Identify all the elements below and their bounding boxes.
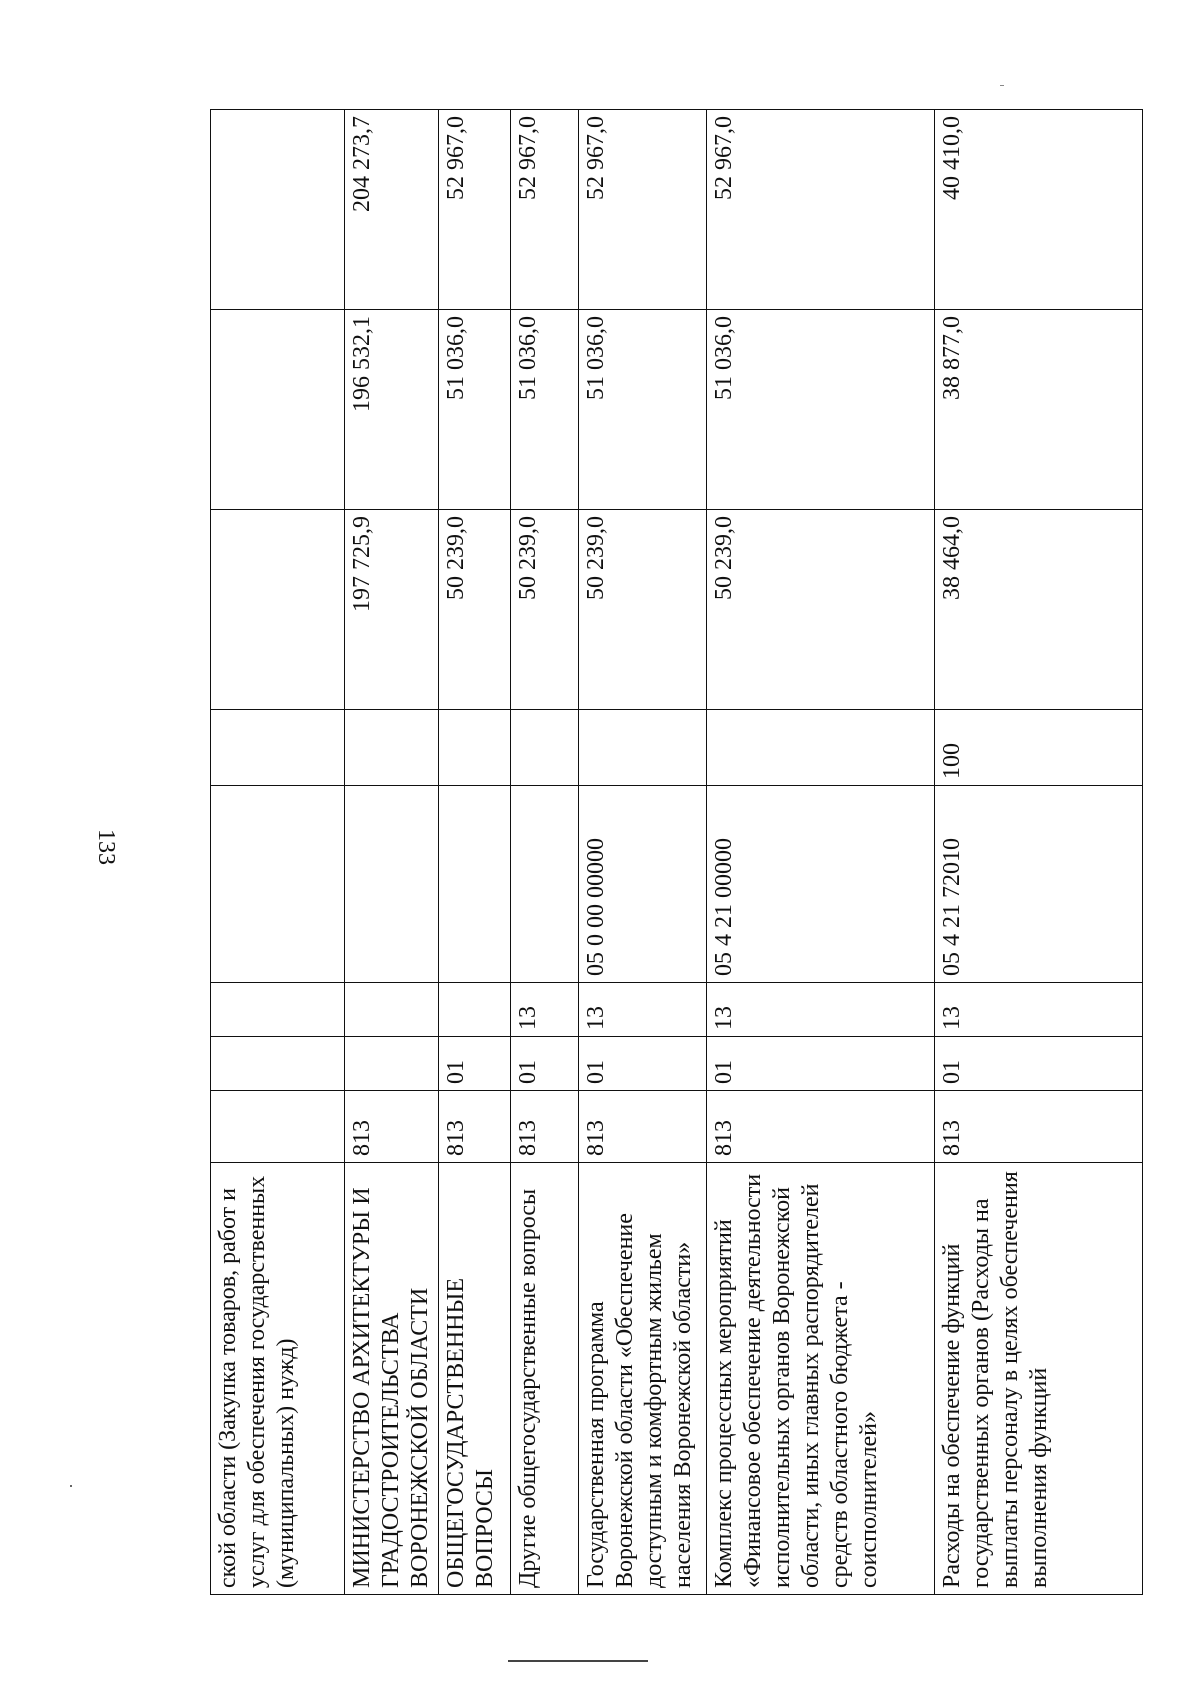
row-amount-y3: [211, 110, 345, 310]
row-rz: 01: [439, 1037, 511, 1091]
row-name: ОБЩЕГОСУДАРСТВЕННЫЕ ВОПРОСЫ: [439, 1163, 511, 1595]
table-row: [345, 110, 439, 1595]
row-amount-y3: 52 967,0: [439, 110, 511, 310]
row-amount-y2: 196 532,1: [345, 310, 439, 510]
budget-table-area: [210, 110, 1135, 1595]
scan-artifact: [70, 1485, 72, 1487]
row-pr: 13: [935, 983, 1143, 1037]
row-amount-y3: 204 273,7: [345, 110, 439, 310]
row-amount-y2: [211, 310, 345, 510]
row-amount-y2: 38 877,0: [935, 310, 1143, 510]
row-pr: [345, 983, 439, 1037]
row-name: Государственная программа Воронежской области «Обеспечение доступным и комфортным жильем населения Воронежской области»: [579, 1163, 707, 1595]
row-amount-y3: 52 967,0: [707, 110, 935, 310]
table-row: [579, 110, 707, 1595]
row-name: Комплекс процессных мероприятий «Финансовое обеспечение деятельности исполнительных органов Воронежской области, иных главных распорядителей средств областного бюджета - соисполнителей»: [707, 1163, 935, 1595]
row-csr: [345, 786, 439, 983]
row-csr: 05 4 21 00000: [707, 786, 935, 983]
row-gr: [211, 1091, 345, 1163]
row-csr: [511, 786, 579, 983]
row-amount-y2: 51 036,0: [511, 310, 579, 510]
row-amount-y3: 52 967,0: [579, 110, 707, 310]
row-gr: 813: [345, 1091, 439, 1163]
row-amount-y1: 50 239,0: [511, 510, 579, 710]
row-csr: [211, 786, 345, 983]
row-csr: 05 4 21 72010: [935, 786, 1143, 983]
row-amount-y1: 50 239,0: [439, 510, 511, 710]
row-gr: 813: [935, 1091, 1143, 1163]
row-csr: 05 0 00 00000: [579, 786, 707, 983]
table-row: [707, 110, 935, 1595]
row-rz: 01: [579, 1037, 707, 1091]
row-pr: 13: [579, 983, 707, 1037]
table-row: [511, 110, 579, 1595]
row-amount-y2: 51 036,0: [579, 310, 707, 510]
row-amount-y3: 40 410,0: [935, 110, 1143, 310]
row-vr: [511, 710, 579, 786]
row-pr: [439, 983, 511, 1037]
row-rz: 01: [935, 1037, 1143, 1091]
row-amount-y1: 50 239,0: [707, 510, 935, 710]
row-name: МИНИСТЕРСТВО АРХИТЕКТУРЫ И ГРАДОСТРОИТЕЛЬСТВА ВОРОНЕЖСКОЙ ОБЛАСТИ: [345, 1163, 439, 1595]
row-rz: 01: [707, 1037, 935, 1091]
scan-artifact: [1000, 85, 1004, 86]
budget-table: [210, 109, 1143, 1595]
row-gr: 813: [511, 1091, 579, 1163]
row-name: Расходы на обеспечение функций государственных органов (Расходы на выплаты персоналу в целях обеспечения выполнения функций: [935, 1163, 1143, 1595]
row-name: Другие общегосударственные вопросы: [511, 1163, 579, 1595]
row-pr: [211, 983, 345, 1037]
row-vr: [579, 710, 707, 786]
row-amount-y1: 38 464,0: [935, 510, 1143, 710]
row-pr: 13: [511, 983, 579, 1037]
row-rz: 01: [511, 1037, 579, 1091]
row-csr: [439, 786, 511, 983]
table-row: [935, 110, 1143, 1595]
table-row: [439, 110, 511, 1595]
row-gr: 813: [439, 1091, 511, 1163]
row-gr: 813: [579, 1091, 707, 1163]
row-pr: 13: [707, 983, 935, 1037]
row-vr: 100: [935, 710, 1143, 786]
row-vr: [345, 710, 439, 786]
page-number: 133: [93, 829, 119, 865]
row-vr: [439, 710, 511, 786]
scan-artifact: [508, 1660, 648, 1662]
row-gr: 813: [707, 1091, 935, 1163]
row-amount-y1: 50 239,0: [579, 510, 707, 710]
row-amount-y1: [211, 510, 345, 710]
row-vr: [211, 710, 345, 786]
row-amount-y3: 52 967,0: [511, 110, 579, 310]
row-rz: [345, 1037, 439, 1091]
row-amount-y2: 51 036,0: [707, 310, 935, 510]
row-amount-y1: 197 725,9: [345, 510, 439, 710]
row-rz: [211, 1037, 345, 1091]
row-amount-y2: 51 036,0: [439, 310, 511, 510]
table-row: [211, 110, 345, 1595]
row-vr: [707, 710, 935, 786]
row-name: ской области (Закупка товаров, работ и услуг для обеспечения государственных (муниципальных) нужд): [211, 1163, 345, 1595]
